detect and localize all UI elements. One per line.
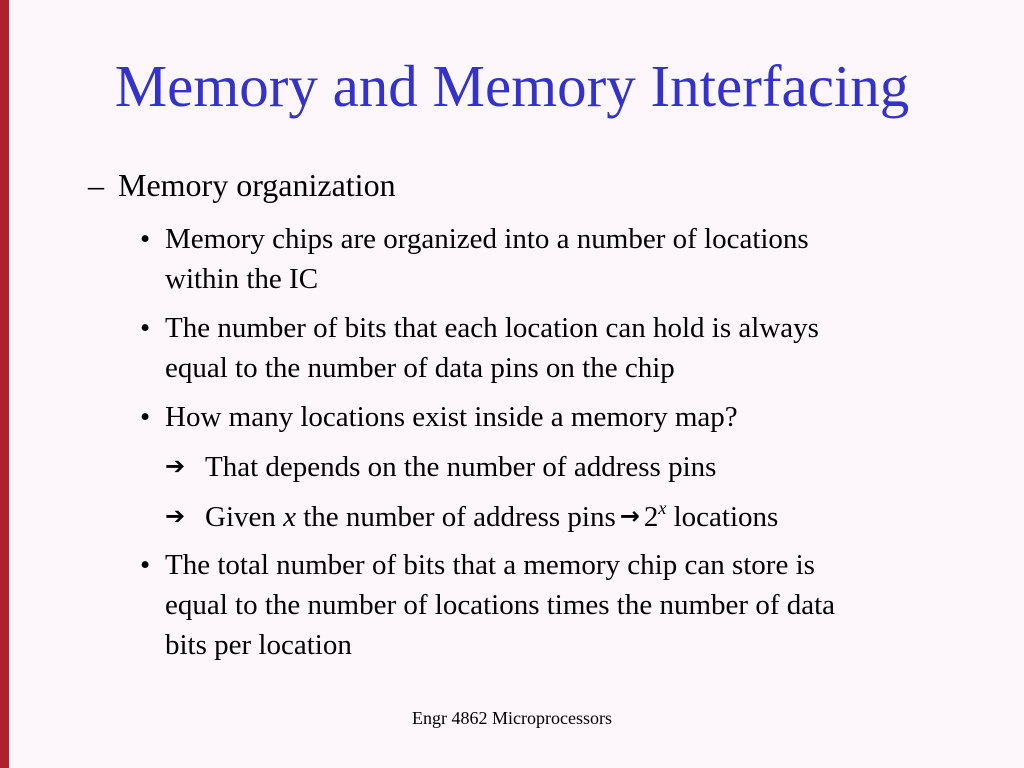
bullet-3-line-1: How many locations exist inside a memory map? [165, 401, 738, 433]
power-base: 2 [643, 501, 659, 533]
bullet-icon: • [140, 549, 151, 581]
arrow-point-given-x [165, 496, 778, 537]
bullet-icon: • [140, 312, 151, 344]
bullet-4-line-3: bits per location [165, 629, 352, 661]
heading-memory-organization [88, 165, 396, 205]
bullet-2-line-1: The number of bits that each location can hold is always [165, 312, 819, 344]
bullet-4-line-1: The total number of bits that a memory chip can store is [165, 549, 815, 581]
variable-x: x [283, 501, 296, 533]
right-arrow-icon: ➔ [165, 502, 186, 530]
right-arrow-icon: ➔ [165, 452, 186, 480]
right-arrow-inline-icon: → [619, 502, 640, 530]
given-suffix: locations [673, 501, 779, 533]
bullet-2-line-2: equal to the number of data pins on the chip [165, 352, 675, 384]
dash-marker: – [88, 167, 104, 203]
bullet-1-line-1: Memory chips are organized into a number of locations [165, 223, 809, 255]
slide-title: Memory and Memory Interfacing [114, 53, 910, 119]
arrow-point-address-pins [165, 446, 716, 487]
arrow-point-text: That depends on the number of address pins [205, 451, 717, 483]
given-prefix: Given [205, 501, 276, 533]
slide-footer: Engr 4862 Microprocessors [412, 708, 612, 728]
power-exponent: x [658, 498, 667, 518]
heading-text: Memory organization [118, 167, 396, 203]
bullet-icon: • [140, 223, 151, 255]
bullet-1-line-2: within the IC [165, 263, 319, 295]
given-middle: the number of address pins [303, 501, 616, 533]
bullet-4-line-2: equal to the number of locations times the number of data [165, 589, 836, 621]
bullet-icon: • [140, 401, 151, 433]
